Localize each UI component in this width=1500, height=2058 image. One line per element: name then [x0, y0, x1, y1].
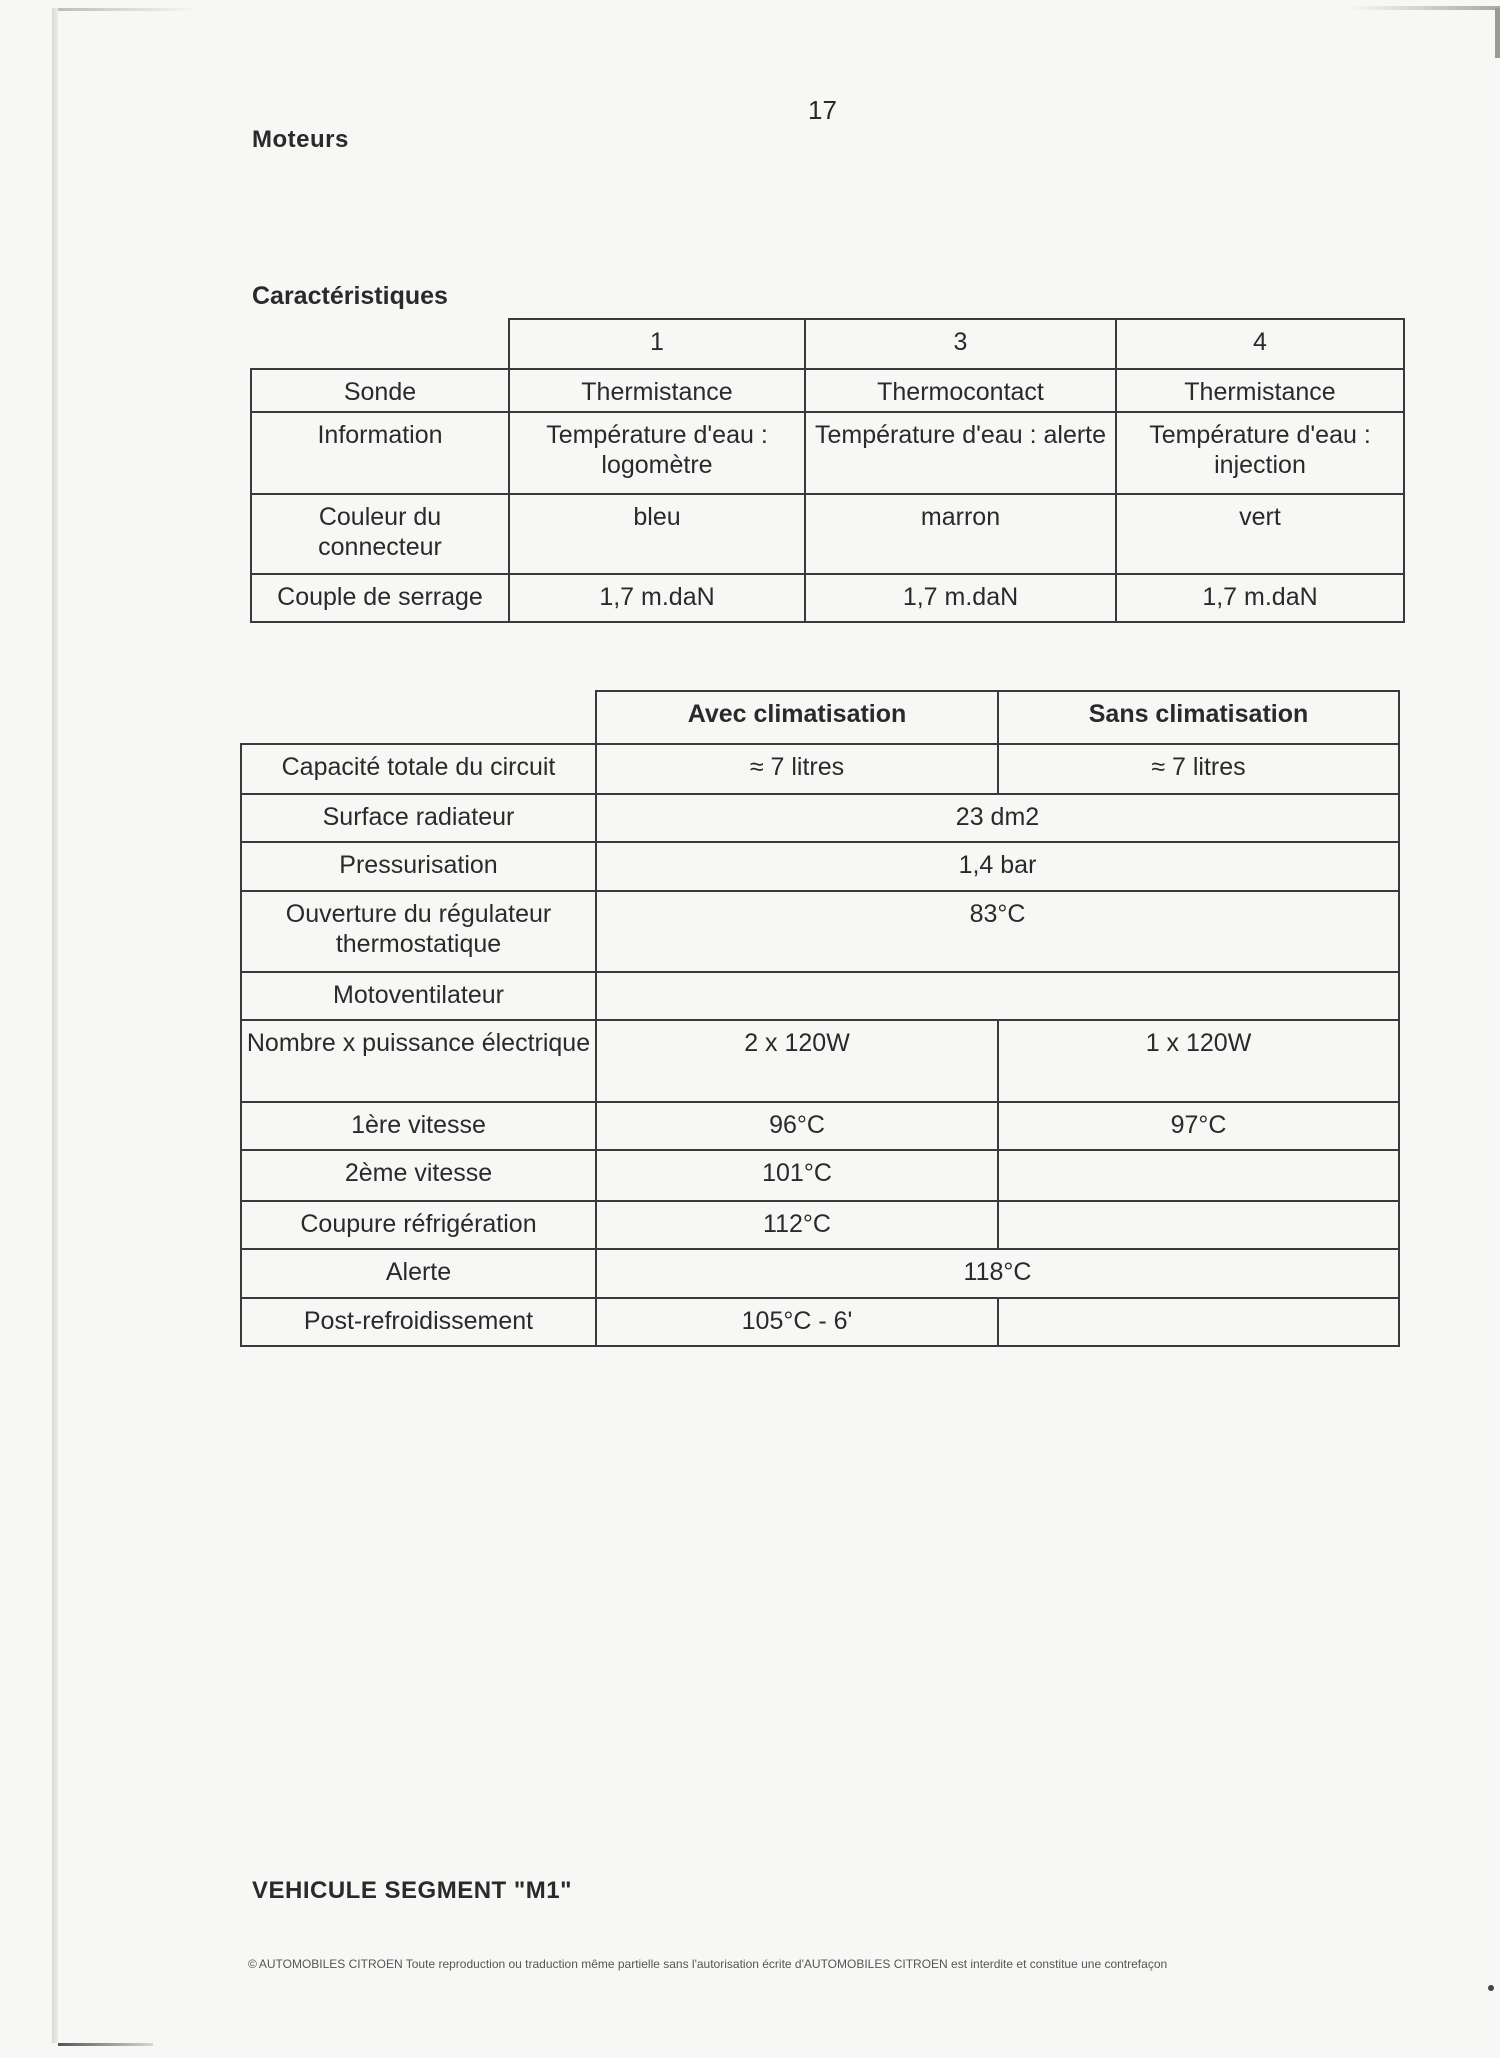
table-cell: 105°C - 6'	[596, 1298, 998, 1346]
column-header: 1	[509, 319, 805, 369]
row-label: Post-refroidissement	[241, 1298, 596, 1346]
table-cell: 1,7 m.daN	[509, 574, 805, 622]
table-row	[241, 1249, 1399, 1298]
row-label: Couple de serrage	[251, 574, 509, 622]
table-cell: Thermistance	[509, 369, 805, 412]
row-label: Alerte	[241, 1249, 596, 1298]
table-cell: ≈ 7 litres	[998, 744, 1399, 794]
table-row	[241, 842, 1399, 891]
table-cell	[998, 1150, 1399, 1201]
table-row	[251, 494, 1404, 574]
column-header: 3	[805, 319, 1116, 369]
row-label: Couleur du connecteur	[251, 494, 509, 574]
caracteristiques-title: Caractéristiques	[252, 282, 448, 310]
table-cell: 1 x 120W	[998, 1020, 1399, 1102]
table-row	[241, 1102, 1399, 1150]
table-cell: marron	[805, 494, 1116, 574]
table-header-row	[251, 319, 1404, 369]
page-number: 17	[808, 95, 837, 125]
table-cell: 1,7 m.daN	[1116, 574, 1404, 622]
table-cell: 1,7 m.daN	[805, 574, 1116, 622]
copyright-text: AUTOMOBILES CITROEN Toute reproduction ou traduction même partielle sans l'autorisation écrite d'AUTOMOBILES CITROEN est interdite et constitue une contrefaçon	[258, 1957, 1168, 1971]
row-label: Surface radiateur	[241, 794, 596, 842]
scan-edge-top-left	[58, 8, 198, 11]
scan-edge-top-right	[1350, 6, 1500, 10]
table-cell: bleu	[509, 494, 805, 574]
table-cell: 1,4 bar	[596, 842, 1399, 891]
row-label: Information	[251, 412, 509, 494]
table-cell: 2 x 120W	[596, 1020, 998, 1102]
scan-edge-bottom-left	[58, 2043, 153, 2046]
row-label: 2ème vitesse	[241, 1150, 596, 1201]
table-cell: Thermistance	[1116, 369, 1404, 412]
column-header-avec-climatisation: Avec climatisation	[596, 691, 998, 744]
column-header: 4	[1116, 319, 1404, 369]
table-corner-cell	[251, 319, 509, 369]
table-header-row	[241, 691, 1399, 744]
scan-corner-mark	[1488, 1985, 1494, 1991]
table-cell	[596, 972, 1399, 1020]
row-label: Capacité totale du circuit	[241, 744, 596, 794]
table-row	[251, 412, 1404, 494]
row-label: Nombre x puissance électrique	[241, 1020, 596, 1102]
table-row	[241, 1020, 1399, 1102]
cooling-circuit-table	[240, 690, 1400, 1347]
table-row	[241, 1150, 1399, 1201]
table-cell	[998, 1201, 1399, 1249]
table-cell: 101°C	[596, 1150, 998, 1201]
scan-edge-left	[52, 8, 58, 2043]
row-label: Pressurisation	[241, 842, 596, 891]
table-cell: 23 dm2	[596, 794, 1399, 842]
table-corner-cell	[241, 691, 596, 744]
row-label: 1ère vitesse	[241, 1102, 596, 1150]
table-cell: ≈ 7 litres	[596, 744, 998, 794]
vehicle-segment-label: VEHICULE SEGMENT "M1"	[252, 1877, 572, 1904]
sensor-characteristics-table	[250, 318, 1405, 623]
table-cell: 96°C	[596, 1102, 998, 1150]
copyright-symbol: ©	[248, 1957, 257, 1971]
column-header-sans-climatisation: Sans climatisation	[998, 691, 1399, 744]
copyright-notice	[248, 1957, 1167, 1971]
table-cell: Température d'eau : logomètre	[509, 412, 805, 494]
row-label: Ouverture du régulateur thermostatique	[241, 891, 596, 972]
table-cell: 118°C	[596, 1249, 1399, 1298]
table-cell: Thermocontact	[805, 369, 1116, 412]
table-cell: 112°C	[596, 1201, 998, 1249]
table-row	[241, 744, 1399, 794]
table-row	[241, 1201, 1399, 1249]
table-row	[241, 1298, 1399, 1346]
table-row	[241, 794, 1399, 842]
table-row	[241, 972, 1399, 1020]
table-cell: 97°C	[998, 1102, 1399, 1150]
table-cell: vert	[1116, 494, 1404, 574]
row-label: Sonde	[251, 369, 509, 412]
table-cell: Température d'eau : alerte	[805, 412, 1116, 494]
table-cell: Température d'eau : injection	[1116, 412, 1404, 494]
table-row	[251, 574, 1404, 622]
table-cell: 83°C	[596, 891, 1399, 972]
table-row	[241, 891, 1399, 972]
row-label: Motoventilateur	[241, 972, 596, 1020]
table-row	[251, 369, 1404, 412]
section-title: Moteurs	[252, 126, 349, 153]
table-cell	[998, 1298, 1399, 1346]
scan-edge-right	[1495, 8, 1500, 58]
row-label: Coupure réfrigération	[241, 1201, 596, 1249]
